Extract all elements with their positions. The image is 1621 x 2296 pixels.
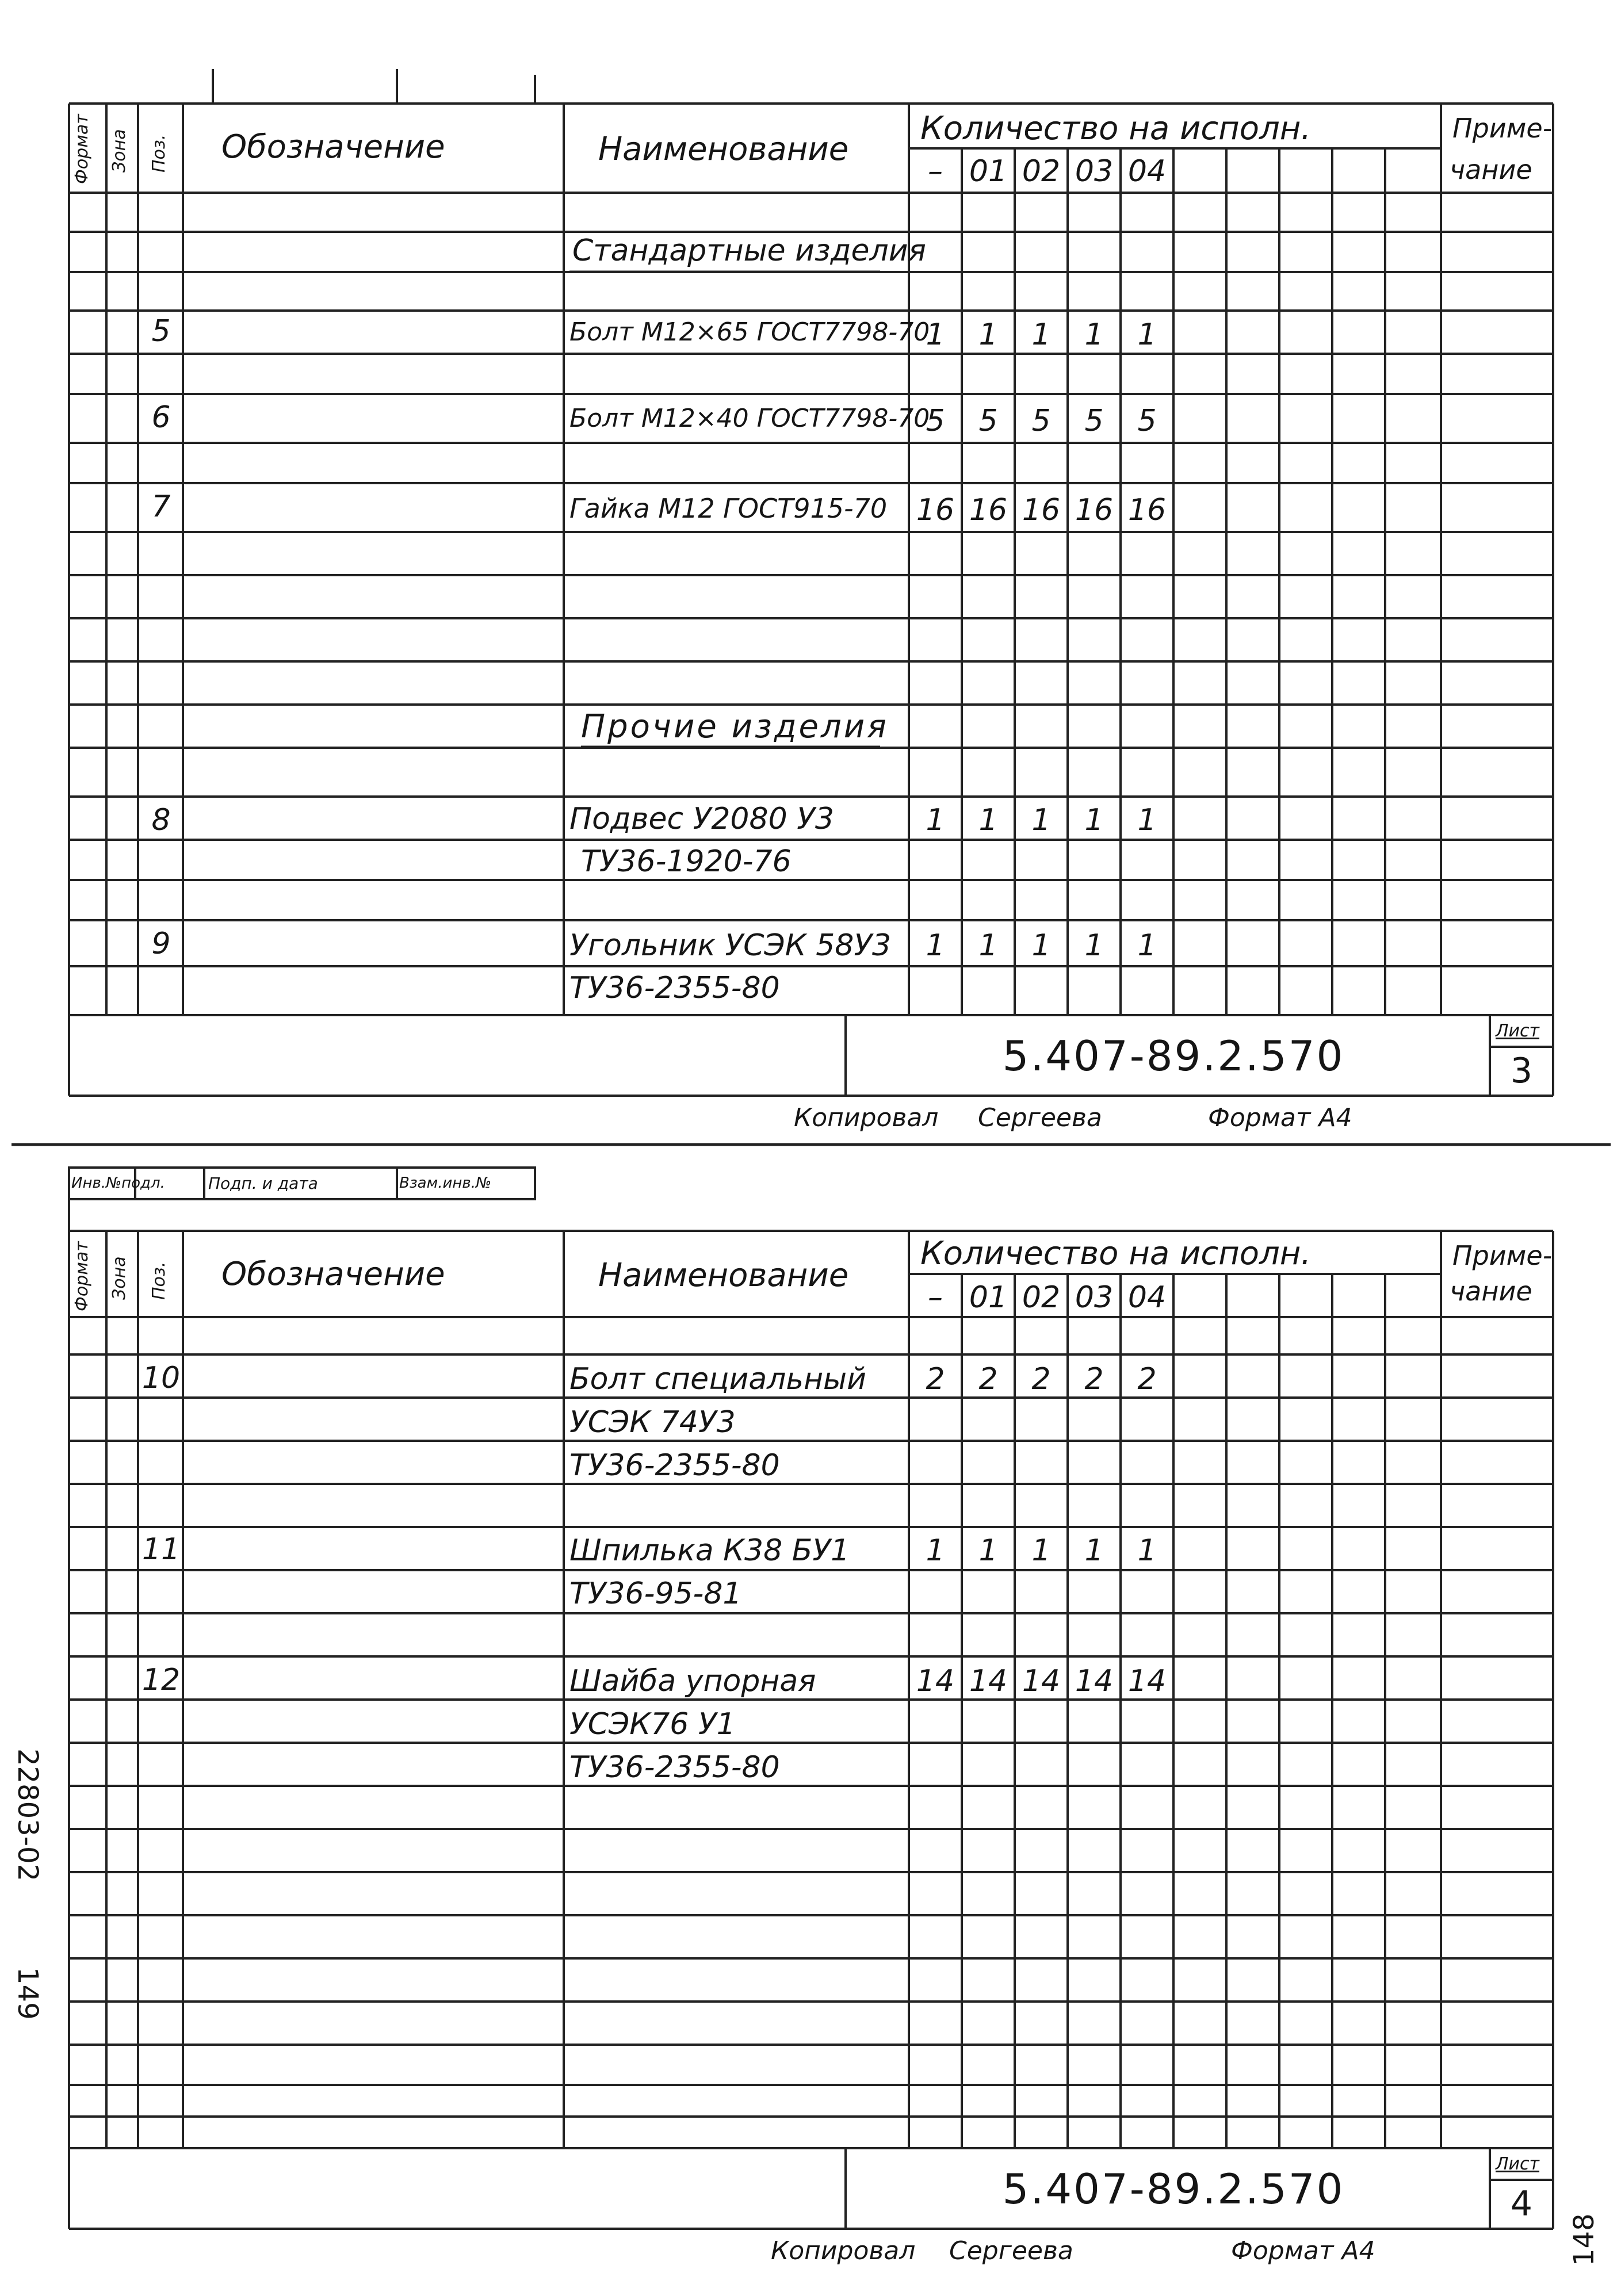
copied-by: Копировал [771,2236,916,2266]
header-note-1: Приме- [1452,1240,1553,1271]
stamp-replace-inv: Взам.инв.№ [399,1174,491,1192]
doc-code: 5.407-89.2.570 [1002,1032,1345,1080]
qty-cell: 2 [1137,1362,1157,1396]
row-pos: 9 [151,927,171,961]
row-name-3: ТУ36-2355-80 [569,1448,780,1483]
row-name: Шайба упорная [569,1664,816,1698]
qty-cell: 14 [1022,1664,1061,1698]
qty-cell: 5 [1031,404,1051,438]
qty-cell: 1 [978,803,998,837]
qty-cell: 1 [978,317,998,352]
row-pos: 11 [142,1532,181,1567]
qty-cell: 1 [1137,803,1157,837]
qty-sub-02: 02 [1022,1280,1061,1315]
sheet-label: Лист [1496,1021,1540,1041]
qty-cell: 2 [1031,1362,1051,1396]
section-other: Прочие изделия [581,708,889,745]
qty-cell: 5 [1137,404,1157,438]
header-designation: Обозначение [221,1256,445,1293]
row-name: Гайка М12 ГОСТ915-70 [569,493,888,524]
qty-sub-base: – [928,154,943,189]
row-name: Болт М12×40 ГОСТ7798-70 [569,404,930,433]
sheet-number: 3 [1510,1051,1533,1091]
qty-cell: 1 [978,928,998,963]
qty-cell: 1 [1031,928,1051,963]
row-name: Угольник УСЭК 58У3 [569,928,892,963]
row-name-2: ТУ36-95-81 [569,1576,742,1611]
format-label: Формат А4 [1231,2236,1375,2266]
qty-sub-03: 03 [1075,154,1114,189]
header-designation: Обозначение [221,128,445,166]
qty-cell: 5 [1084,404,1104,438]
qty-cell: 16 [969,493,1008,527]
qty-cell: 1 [1084,1533,1104,1568]
header-pos: Поз. [149,134,169,173]
qty-sub-01: 01 [969,154,1008,189]
row-name: Подвес У2080 У3 [569,802,834,836]
header-zone: Зона [109,1256,129,1300]
qty-cell: 2 [926,1362,945,1396]
header-pos: Поз. [149,1261,169,1300]
page-number-left: 149 [12,1967,44,2020]
qty-cell: 2 [978,1362,998,1396]
row-pos: 8 [151,803,171,837]
row-name-2: УСЭК 74У3 [569,1405,736,1440]
header-qty: Количество на исполн. [920,1235,1312,1272]
header-name: Наименование [598,131,849,168]
qty-cell: 16 [916,493,955,527]
header-zone: Зона [109,129,129,173]
qty-cell: 1 [1084,803,1104,837]
qty-sub-04: 04 [1127,1280,1167,1315]
qty-cell: 1 [926,1533,945,1568]
qty-cell: 2 [1084,1362,1104,1396]
copied-by: Копировал [794,1103,939,1132]
header-format: Формат [72,1241,92,1311]
qty-cell: 1 [1137,928,1157,963]
qty-cell: 1 [978,1533,998,1568]
qty-sub-01: 01 [969,1280,1008,1315]
row-name-2: УСЭК76 У1 [569,1707,736,1742]
header-note-1: Приме- [1452,113,1553,144]
row-pos: 7 [151,489,171,524]
qty-cell: 1 [926,317,945,352]
qty-cell: 14 [969,1664,1008,1698]
sheet-number: 4 [1510,2184,1533,2224]
qty-cell: 1 [926,803,945,837]
qty-cell: 1 [1137,317,1157,352]
copier-name: Сергеева [949,2236,1073,2266]
row-name: Болт специальный [569,1362,866,1396]
qty-sub-03: 03 [1075,1280,1114,1315]
archive-number: 22803-02 [12,1748,44,1882]
header-note-2: чание [1450,154,1532,185]
qty-cell: 5 [926,404,945,438]
row-name: Болт М12×65 ГОСТ7798-70 [569,317,930,347]
format-label: Формат А4 [1208,1103,1352,1132]
qty-sub-base: – [928,1280,943,1315]
qty-sub-02: 02 [1022,154,1061,189]
sheet-label: Лист [1496,2154,1540,2174]
qty-cell: 1 [1084,928,1104,963]
copier-name: Сергеева [978,1103,1102,1132]
qty-cell: 14 [916,1664,955,1698]
row-name-2: ТУ36-1920-76 [581,844,792,879]
row-pos: 6 [151,400,171,435]
qty-cell: 16 [1127,493,1167,527]
header-name: Наименование [598,1257,849,1294]
header-note-2: чание [1450,1276,1532,1307]
qty-cell: 1 [1084,317,1104,352]
header-format: Формат [72,114,92,184]
row-name-2: ТУ36-2355-80 [569,971,780,1005]
qty-cell: 16 [1075,493,1114,527]
row-name: Шпилька К38 БУ1 [569,1533,850,1568]
stamp-sign-date: Подп. и дата [208,1174,318,1193]
qty-sub-04: 04 [1127,154,1167,189]
qty-cell: 5 [978,404,998,438]
qty-cell: 1 [1031,803,1051,837]
header-qty: Количество на исполн. [920,110,1312,147]
qty-cell: 14 [1127,1664,1167,1698]
doc-code: 5.407-89.2.570 [1002,2165,1345,2213]
qty-cell: 1 [1137,1533,1157,1568]
qty-cell: 1 [1031,317,1051,352]
qty-cell: 16 [1022,493,1061,527]
qty-cell: 1 [926,928,945,963]
row-pos: 12 [142,1663,181,1697]
qty-cell: 14 [1075,1664,1114,1698]
section-standard: Стандартные изделия [572,234,926,268]
row-name-3: ТУ36-2355-80 [569,1750,780,1785]
row-pos: 10 [142,1361,181,1395]
qty-cell: 1 [1031,1533,1051,1568]
stamp-inv-orig: Инв.№подл. [71,1174,165,1192]
page-number-right: 148 [1568,2213,1600,2266]
row-pos: 5 [151,314,171,349]
